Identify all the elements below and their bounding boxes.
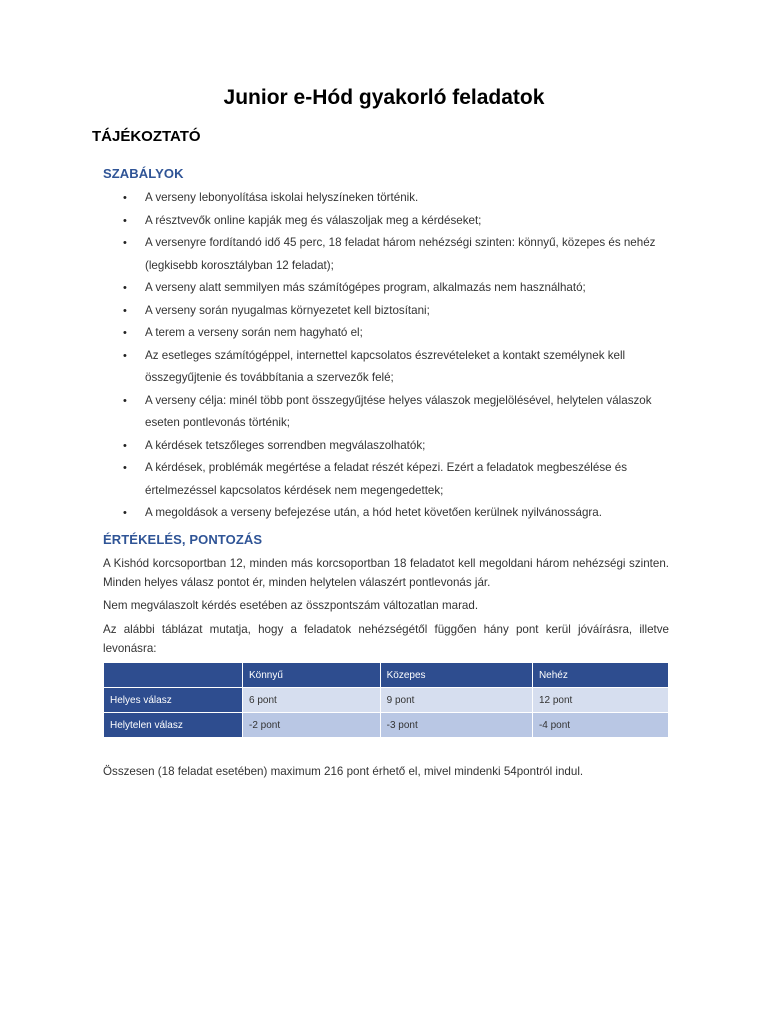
table-cell: 12 pont [532,688,668,713]
rules-heading: SZABÁLYOK [103,166,184,181]
list-item [103,435,671,458]
scoring-paragraph: A Kishód korcsoportban 12, minden más korcsoportban 18 feladatot kell megoldani három nehézségi szinten. Minden helyes válasz pontot ér, minden helytelen válaszért pontlevonás jár. [103,557,669,589]
rule-text: A kérdések, problémák megértése a feladat részét képezi. Ezért a feladatok megbeszélése és értelmezéssel kapcsolatos kérdések nem megengedettek; [145,461,628,497]
list-item [103,345,671,390]
scoring-summary: Összesen (18 feladat esetében) maximum 216 pont érhető el, mivel mindenki 54pontról indul. [103,765,584,778]
row-label: Helytelen válasz [104,713,243,738]
rule-text: A megoldások a verseny befejezése után, a hód hetet követően kerülnek nyilvánosságra. [145,506,602,519]
rule-text: A verseny során nyugalmas környezetet kell biztosítani; [145,303,430,317]
bullet-icon: • [123,192,127,204]
bullet-icon: • [123,282,127,294]
list-item [103,390,671,435]
scoring-paragraph: Az alábbi táblázat mutatja, hogy a feladatok nehézségétől függően hány pont kerül jóváírásra, illetve levonásra: [103,623,669,655]
bullet-icon: • [123,462,127,474]
bullet-icon: • [123,214,127,227]
scoring-table [103,662,669,738]
bullet-icon: • [123,394,127,407]
rule-text: A verseny lebonyolítása iskolai helyszíneken történik. [145,191,419,204]
bullet-icon: • [123,439,127,452]
table-cell: 6 pont [243,688,381,713]
table-header-cell: Közepes [380,663,532,688]
list-item [103,322,671,345]
list-item [103,300,671,323]
rule-text: Az esetleges számítógéppel, internettel kapcsolatos észrevételeket a kontakt személynek kell összegyűjtenie és továbbítania a szervezők felé; [145,348,626,384]
table-header-cell: Nehéz [532,663,668,688]
table-cell: 9 pont [380,688,532,713]
bullet-icon: • [123,304,127,317]
bullet-icon: • [123,507,127,519]
bullet-icon: • [123,237,127,249]
rule-text: A verseny célja: minél több pont összegyűjtése helyes válaszok megjelölésével, helytelen válaszok eseten pontlevonás történik; [145,393,652,429]
list-item [103,210,671,233]
scoring-heading: ÉRTÉKELÉS, PONTOZÁS [103,532,263,547]
table-cell: -2 pont [243,713,381,738]
table-header-cell [104,663,243,688]
rule-text: A kérdések tetszőleges sorrendben megválaszolhatók; [145,438,426,452]
document-title: Junior e-Hód gyakorló feladatok [223,86,545,109]
rule-text: A terem a verseny során nem hagyható el; [145,326,363,339]
bullet-icon: • [123,349,127,362]
list-item [103,502,671,525]
bullet-icon: • [123,327,127,339]
table-cell: -3 pont [380,713,532,738]
list-item [103,232,671,277]
rule-text: A verseny alatt semmilyen más számítógépes program, alkalmazás nem használható; [145,281,586,294]
rule-text: A résztvevők online kapják meg és válaszoljak meg a kérdéseket; [145,213,482,227]
row-label: Helyes válasz [104,688,243,713]
table-row [104,713,669,738]
table-header-cell: Könnyű [243,663,381,688]
table-cell: -4 pont [532,713,668,738]
table-header-row [104,663,669,688]
list-item [103,187,671,210]
table-row [104,688,669,713]
section-heading: TÁJÉKOZTATÓ [92,128,201,145]
list-item [103,277,671,300]
rule-text: A versenyre fordítandó idő 45 perc, 18 feladat három nehézségi szinten: könnyű, közepes és nehéz (legkisebb korosztályban 12 feladat); [145,236,656,272]
list-item [103,457,671,502]
scoring-paragraph: Nem megválaszolt kérdés esetében az összpontszám változatlan marad. [103,599,479,612]
rules-list [103,187,671,525]
